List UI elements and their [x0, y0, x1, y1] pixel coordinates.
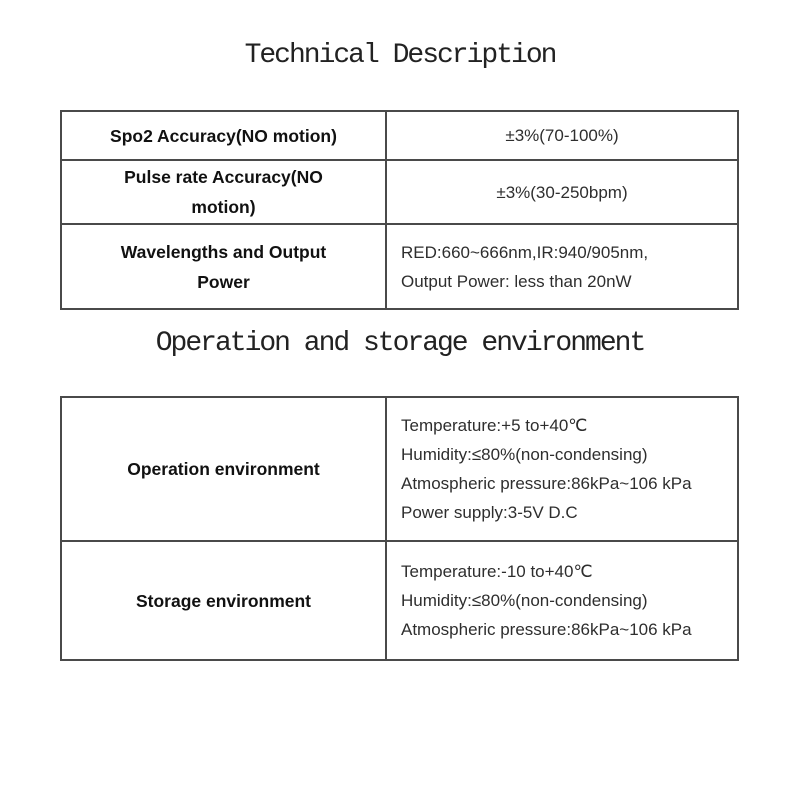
spec-value-line: RED:660~666nm,IR:940/905nm, [401, 242, 649, 262]
section-title-operation-storage-environment: Operation and storage environment [155, 328, 645, 359]
table-row-operation-environment [61, 397, 738, 541]
spec-value-line: Output Power: less than 20nW [401, 271, 632, 291]
spec-value [386, 224, 738, 309]
spec-value-line: Temperature:-10 to+40℃ [401, 562, 593, 581]
spec-value [386, 397, 738, 541]
technical-spec-table [60, 110, 739, 310]
spec-value [386, 160, 738, 224]
table-row-wavelengths-output-power [61, 224, 738, 309]
table-row-spo2-accuracy [61, 111, 738, 160]
spec-label-line: Power [197, 271, 250, 292]
environment-spec-table [60, 396, 739, 661]
spec-value-line: Humidity:≤80%(non-condensing) [401, 445, 648, 464]
table-row-storage-environment [61, 541, 738, 660]
spec-label [61, 160, 386, 224]
table-row-pulse-rate-accuracy [61, 160, 738, 224]
spec-value-line: Atmospheric pressure:86kPa~106 kPa [401, 620, 692, 639]
spec-label [61, 397, 386, 541]
spec-label-line: motion) [191, 197, 256, 217]
spec-value-line: ±3%(70-100%) [505, 126, 619, 145]
spec-label [61, 111, 386, 160]
spec-value-line: Power supply:3-5V D.C [401, 503, 578, 522]
spec-value-line: Atmospheric pressure:86kPa~106 kPa [401, 474, 692, 493]
spec-label-line: Storage environment [135, 590, 312, 611]
spec-label-line: Wavelengths and Output [120, 241, 327, 262]
spec-label-line: Spo2 Accuracy(NO motion) [110, 125, 337, 146]
spec-label-line: Pulse rate Accuracy(NO [124, 167, 323, 187]
spec-value-line: Humidity:≤80%(non-condensing) [401, 591, 648, 610]
spec-value [386, 541, 738, 660]
spec-label [61, 541, 386, 660]
spec-value [386, 111, 738, 160]
spec-label-line: Operation environment [127, 459, 320, 479]
spec-value-line: ±3%(30-250bpm) [496, 182, 628, 202]
spec-label [61, 224, 386, 309]
section-title-technical-description: Technical Description [244, 40, 556, 71]
spec-value-line: Temperature:+5 to+40℃ [401, 416, 588, 435]
